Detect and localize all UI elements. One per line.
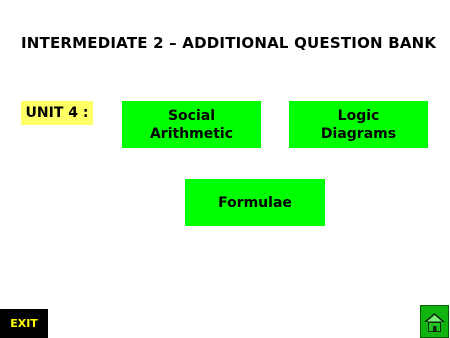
topic-button-social-arithmetic[interactable]	[122, 101, 261, 148]
home-icon	[421, 306, 448, 337]
topic-button-logic-diagrams[interactable]	[289, 101, 428, 148]
topic-label: Logic Diagrams	[320, 107, 397, 142]
topic-label: Formulae	[218, 194, 292, 211]
exit-button[interactable]: EXIT	[0, 309, 48, 338]
home-button[interactable]	[420, 305, 449, 338]
topic-button-formulae[interactable]	[185, 179, 325, 226]
page-title: INTERMEDIATE 2 – ADDITIONAL QUESTION BANK	[21, 34, 437, 52]
unit-label: UNIT 4 :	[21, 101, 93, 125]
topic-label: Social Arithmetic	[149, 107, 234, 142]
